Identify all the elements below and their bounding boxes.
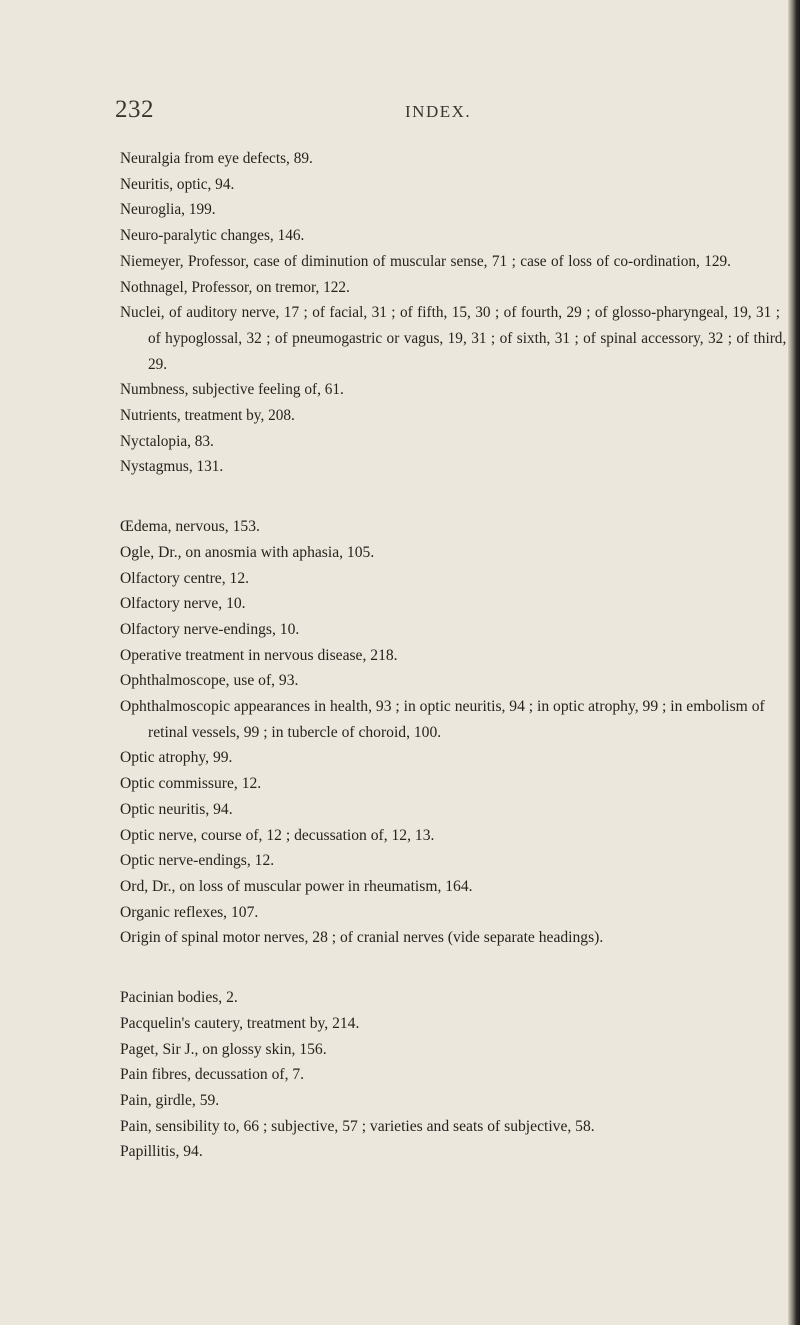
index-section-o (120, 514, 790, 951)
index-entry: Pain, girdle, 59. (120, 1091, 220, 1109)
index-entry: Neuro-paralytic changes, 146. (120, 227, 305, 245)
page-header (0, 96, 800, 132)
index-entry: Neuralgia from eye defects, 89. (120, 150, 313, 167)
index-entry: Nystagmus, 131. (120, 458, 224, 476)
index-entry: Pacinian bodies, 2. (120, 989, 238, 1007)
index-entry: Neuritis, optic, 94. (120, 175, 235, 193)
index-entry: Pain, sensibility to, 66 ; subjective, 57 ; varieties and seats of subjective, 58. (120, 1117, 595, 1135)
index-entry: Nutrients, treatment by, 208. (120, 407, 295, 425)
index-entry: Papillitis, 94. (120, 1143, 203, 1161)
index-entry: Numbness, subjective feeling of, 61. (120, 381, 344, 399)
index-entry: Ophthalmoscope, use of, 93. (120, 672, 299, 690)
index-entry: Pain fibres, decussation of, 7. (120, 1066, 305, 1084)
index-entry: Olfactory nerve-endings, 10. (120, 620, 300, 638)
index-entry: Ophthalmoscopic appearances in health, 93 ; in optic neuritis, 94 ; in optic atrophy, 99 ; in embolism of retinal vessels, 99 ; in tubercle of choroid, 100. (120, 698, 765, 741)
index-entry: Operative treatment in nervous disease, 218. (120, 646, 398, 664)
index-entry: Optic atrophy, 99. (120, 749, 233, 767)
index-entry: Optic neuritis, 94. (120, 800, 233, 818)
index-entry: Optic nerve-endings, 12. (120, 852, 275, 870)
page-number: 232 (115, 96, 154, 123)
index-entry: Olfactory nerve, 10. (120, 595, 246, 613)
index-entry: Olfactory centre, 12. (120, 569, 250, 587)
index-section-p (120, 985, 790, 1165)
index-entry: Paget, Sir J., on glossy skin, 156. (120, 1040, 327, 1058)
index-entry: Origin of spinal motor nerves, 28 ; of cranial nerves (vide separate headings). (120, 929, 604, 947)
index-entry: Ogle, Dr., on anosmia with aphasia, 105. (120, 543, 375, 561)
index-entry: Optic commissure, 12. (120, 775, 262, 793)
index-entry: Niemeyer, Professor, case of diminution of muscular sense, 71 ; case of loss of co-ordination, 129. (120, 252, 732, 270)
index-body (120, 146, 790, 1165)
index-entry: Œdema, nervous, 153. (120, 518, 260, 536)
index-entry: Organic reflexes, 107. (120, 903, 259, 921)
index-entry: Neuroglia, 199. (120, 201, 216, 219)
index-entry: Pacquelin's cautery, treatment by, 214. (120, 1014, 360, 1032)
index-section-n (120, 146, 790, 480)
index-entry: Nuclei, of auditory nerve, 17 ; of facial, 31 ; of fifth, 15, 30 ; of fourth, 29 ; of glosso-pharyngeal, 19, 31 ; of hypoglossal, 32 ; of pneumogastric or vagus, 19, 31 ; of sixth, 31 ; of spinal accessory, 32 ; of third, 29. (120, 304, 787, 373)
index-entry: Nyctalopia, 83. (120, 432, 214, 450)
running-head: INDEX. (405, 102, 472, 121)
index-entry: Ord, Dr., on loss of muscular power in rheumatism, 164. (120, 877, 473, 895)
index-entry: Nothnagel, Professor, on tremor, 122. (120, 278, 350, 296)
index-entry: Optic nerve, course of, 12 ; decussation of, 12, 13. (120, 826, 435, 844)
